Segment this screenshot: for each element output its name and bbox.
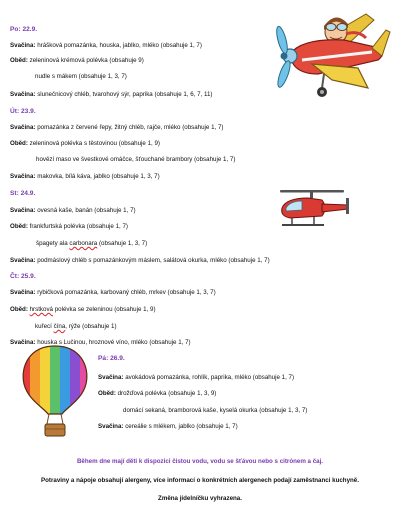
meal-label: Svačina: [10,257,36,264]
spellcheck-word: hrstková [29,306,53,313]
day-heading-monday: Po: 22.9. [10,26,38,33]
menu-line [10,257,270,265]
meal-label: Svačina: [10,91,36,98]
meal-text: hrášková pomazánka, houska, jablko, mléko (obsahuje 1, 7) [37,42,202,49]
menu-line [10,140,160,148]
menu-line [98,374,294,382]
spellcheck-word: carbonara [69,240,98,247]
meal-label: Svačina: [98,374,124,381]
menu-line-main [36,240,147,248]
menu-line-main: domácí sekaná, bramborová kaše, kyselá okurka (obsahuje 1, 3, 7) [123,407,308,414]
change-note: Změna jídelníčku vyhrazena. [158,495,242,502]
helicopter-illustration [268,186,356,232]
day-heading-wednesday: St: 24.9. [10,190,36,197]
menu-line-main [35,323,117,331]
meal-label: Oběd: [10,140,28,147]
meal-label: Svačina: [10,173,36,180]
menu-line [10,289,216,297]
meal-text: avokádová pomazánka, rohlík, paprika, mléko (obsahuje 1, 7) [125,374,295,381]
meal-text: pomazánka z červené řepy, žitný chléb, rajče, mléko (obsahuje 1, 7) [37,124,224,131]
meal-text: zeleninová polévka s těstovinou (obsahuje 1, 9) [29,140,160,147]
meal-label: Svačina: [98,423,124,430]
meal-label: Oběd: [10,223,28,230]
water-note: Během dne mají děti k dispozici čistou vodu, vodu se šťávou nebo s citrónem a čaj. [76,458,324,465]
allergen-note: Potraviny a nápoje obsahují alergeny, více informací o konkrétních alergenech podají zaměstnanci kuchyně. [41,477,359,484]
menu-line [10,306,156,314]
meal-label: Svačina: [10,289,36,296]
menu-line [10,124,223,132]
meal-text: ovesná kaše, banán (obsahuje 1, 7) [37,207,136,214]
day-heading-thursday: Čt: 25.9. [10,273,36,280]
airplane-pilot-illustration [262,4,392,110]
meal-text: podmáslový chléb s pomazánkovým máslem, salátová okurka, mléko (obsahuje 1, 7) [37,257,270,264]
menu-line [10,42,202,50]
menu-line [10,91,212,99]
meal-label: Svačina: [10,124,36,131]
menu-line [10,207,136,215]
menu-line-main: nudle s mákem (obsahuje 1, 3, 7) [35,73,127,80]
meal-label: Svačina: [10,207,36,214]
meal-text: rybičková pomazánka, karbovaný chléb, mrkev (obsahuje 1, 3, 7) [37,289,216,296]
menu-line [98,390,216,398]
meal-label: Oběd: [10,306,28,313]
meal-text: slunečnicový chléb, tvarohový sýr, paprika (obsahuje 1, 6, 7, 11) [37,91,213,98]
meal-text: drožďová polévka (obsahuje 1, 3, 9) [117,390,217,397]
meal-text: , rýže (obsahuje 1) [65,323,117,330]
meal-text: kuřecí [35,323,54,330]
day-heading-tuesday: Út: 23.9. [10,108,36,115]
spellcheck-word: čína [53,323,66,330]
menu-line [10,57,144,65]
meal-label: Oběd: [98,390,116,397]
meal-text: cereálie s mlékem, jablko (obsahuje 1, 7) [125,423,238,430]
meal-text: špagety ala [36,240,70,247]
meal-text: zeleninová krémová polévka (obsahuje 9) [29,57,144,64]
hot-air-balloon-illustration [18,344,92,440]
meal-label: Svačina: [10,42,36,49]
meal-text: houska s Lučinou, hroznové víno, mléko (obsahuje 1, 7) [37,339,191,346]
menu-line [10,173,160,181]
day-heading-friday: Pá: 26.9. [98,355,125,362]
menu-line-main: hovězí maso ve švestkové omáčce, šťouchané brambory (obsahuje 1, 7) [36,156,236,163]
meal-label: Svačina: [10,339,36,346]
meal-label: Oběd: [10,57,28,64]
meal-text: makovka, bílá káva, jablko (obsahuje 1, 3, 7) [37,173,160,180]
menu-line [98,423,238,431]
meal-text: frankfurtská polévka (obsahuje 1, 7) [29,223,128,230]
menu-line [10,223,128,231]
meal-text: (obsahuje 1, 3, 7) [97,240,148,247]
meal-text: polévka se zeleninou (obsahuje 1, 9) [53,306,156,313]
